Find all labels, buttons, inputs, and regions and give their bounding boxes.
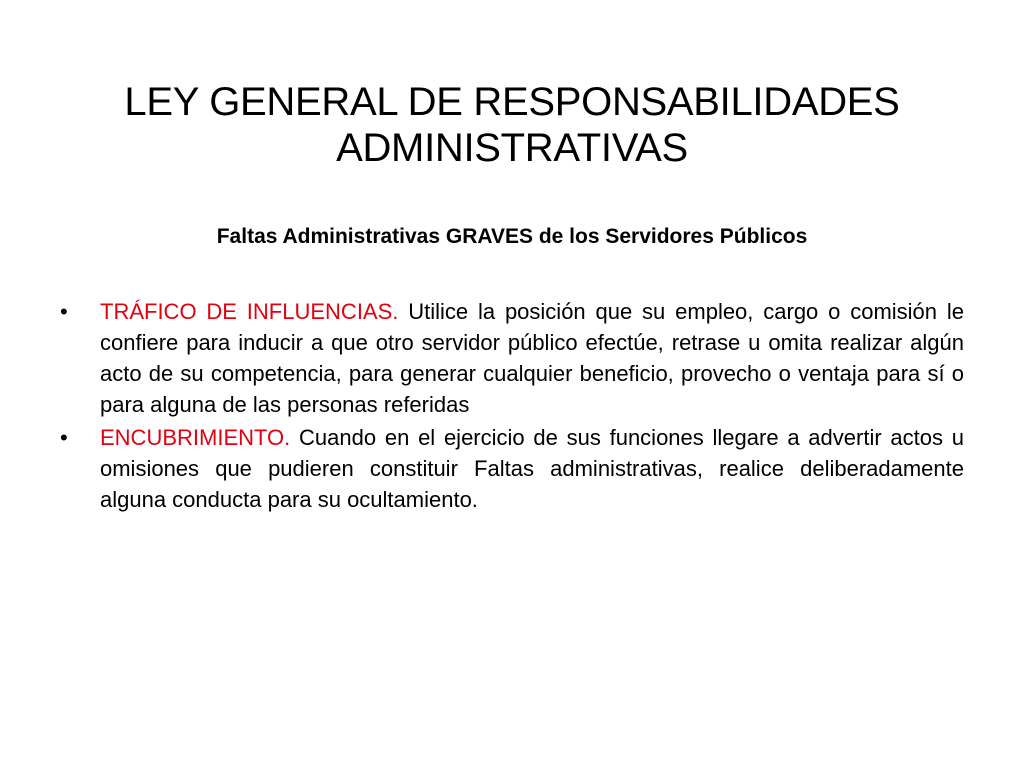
bullet-glyph: • bbox=[60, 299, 68, 324]
bullet-text: Utilice la posición que su empleo, cargo o comisión le confiere para inducir a que otro servidor público efectúe, retrase u omita realizar algún acto de su competencia, para generar cualquier beneficio, provecho o ventaja para sí o para alguna de las personas referidas bbox=[100, 299, 964, 417]
bullet-list bbox=[56, 296, 964, 517]
slide-subtitle: Faltas Administrativas GRAVES de los Servidores Públicos bbox=[216, 225, 808, 248]
title-line-2: ADMINISTRATIVAS bbox=[336, 125, 688, 170]
bullet-item-encubrimiento bbox=[56, 422, 964, 515]
slide-title bbox=[0, 79, 1024, 171]
bullet-term: TRÁFICO DE INFLUENCIAS. bbox=[100, 299, 399, 324]
title-line-1: LEY GENERAL DE RESPONSABILIDADES bbox=[124, 79, 900, 124]
bullet-text: Cuando en el ejercicio de sus funciones llegare a advertir actos u omisiones que pudieren constituir Faltas administrativas, realice deliberadamente alguna conducta para su ocultamiento. bbox=[100, 425, 964, 512]
bullet-glyph: • bbox=[60, 425, 68, 450]
bullet-item-trafico bbox=[56, 296, 964, 420]
bullet-term: ENCUBRIMIENTO. bbox=[100, 425, 291, 450]
